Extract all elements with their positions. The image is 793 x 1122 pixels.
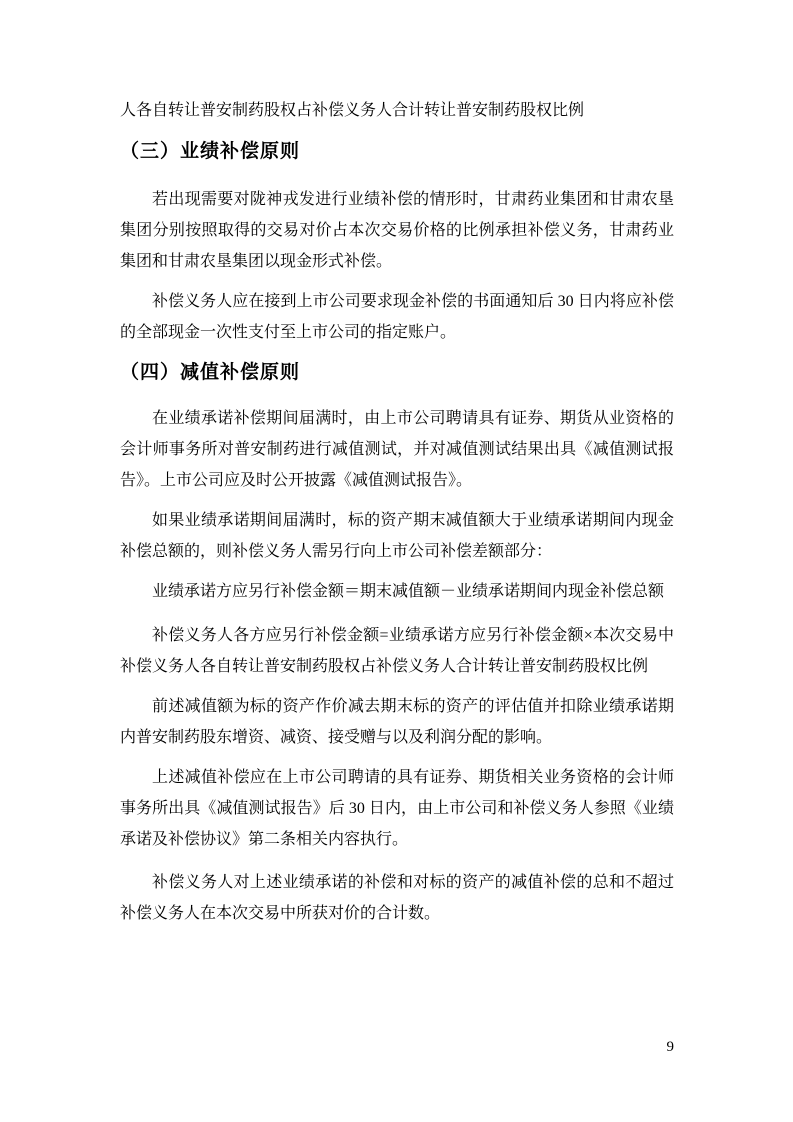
paragraph-impairment-1: 在业绩承诺补偿期间届满时，由上市公司聘请具有证券、期货从业资格的会计师事务所对普安制药进行减值测试，并对减值测试结果出具《减值测试报告》。上市公司应及时公开披露《减值测试报告》。 bbox=[120, 410, 674, 489]
paragraph-impairment-definition: 前述减值额为标的资产作价减去期末标的资产的评估值并扣除业绩承诺期内普安制药股东增资、减资、接受赠与以及利润分配的影响。 bbox=[120, 698, 674, 746]
document-body bbox=[120, 95, 674, 938]
continuation-paragraph: 人各自转让普安制药股权占补偿义务人合计转让普安制药股权比例 bbox=[120, 102, 585, 119]
page-number: 9 bbox=[666, 1039, 674, 1055]
section-heading-impairment-compensation: （四）减值补偿原则 bbox=[120, 362, 301, 383]
paragraph-compensation-cap: 补偿义务人对上述业绩承诺的补偿和对标的资产的减值补偿的总和不超过补偿义务人在本次交易中所获对价的合计数。 bbox=[120, 874, 674, 922]
paragraph-impairment-2: 如果业绩承诺期间届满时，标的资产期末减值额大于业绩承诺期间内现金补偿总额的，则补偿义务人需另行向上市公司补偿差额部分： bbox=[120, 512, 674, 560]
section-heading-performance-compensation: （三）业绩补偿原则 bbox=[120, 141, 301, 162]
paragraph-performance-2: 补偿义务人应在接到上市公司要求现金补偿的书面通知后 30 日内将应补偿的全部现金一次性支付至上市公司的指定账户。 bbox=[120, 293, 674, 341]
paragraph-performance-1: 若出现需要对陇神戎发进行业绩补偿的情形时，甘肃药业集团和甘肃农垦集团分别按照取得的交易对价占本次交易价格的比例承担补偿义务，甘肃药业集团和甘肃农垦集团以现金形式补偿。 bbox=[120, 191, 674, 270]
formula-party-compensation: 补偿义务人各方应另行补偿金额=业绩承诺方应另行补偿金额×本次交易中补偿义务人各自转让普安制药股权占补偿义务人合计转让普安制药股权比例 bbox=[120, 627, 674, 675]
paragraph-impairment-execution: 上述减值补偿应在上市公司聘请的具有证券、期货相关业务资格的会计师事务所出具《减值测试报告》后 30 日内，由上市公司和补偿义务人参照《业绩承诺及补偿协议》第二条相关内容执行。 bbox=[120, 769, 674, 848]
formula-additional-compensation: 业绩承诺方应另行补偿金额＝期末减值额－业绩承诺期间内现金补偿总额 bbox=[152, 583, 665, 600]
